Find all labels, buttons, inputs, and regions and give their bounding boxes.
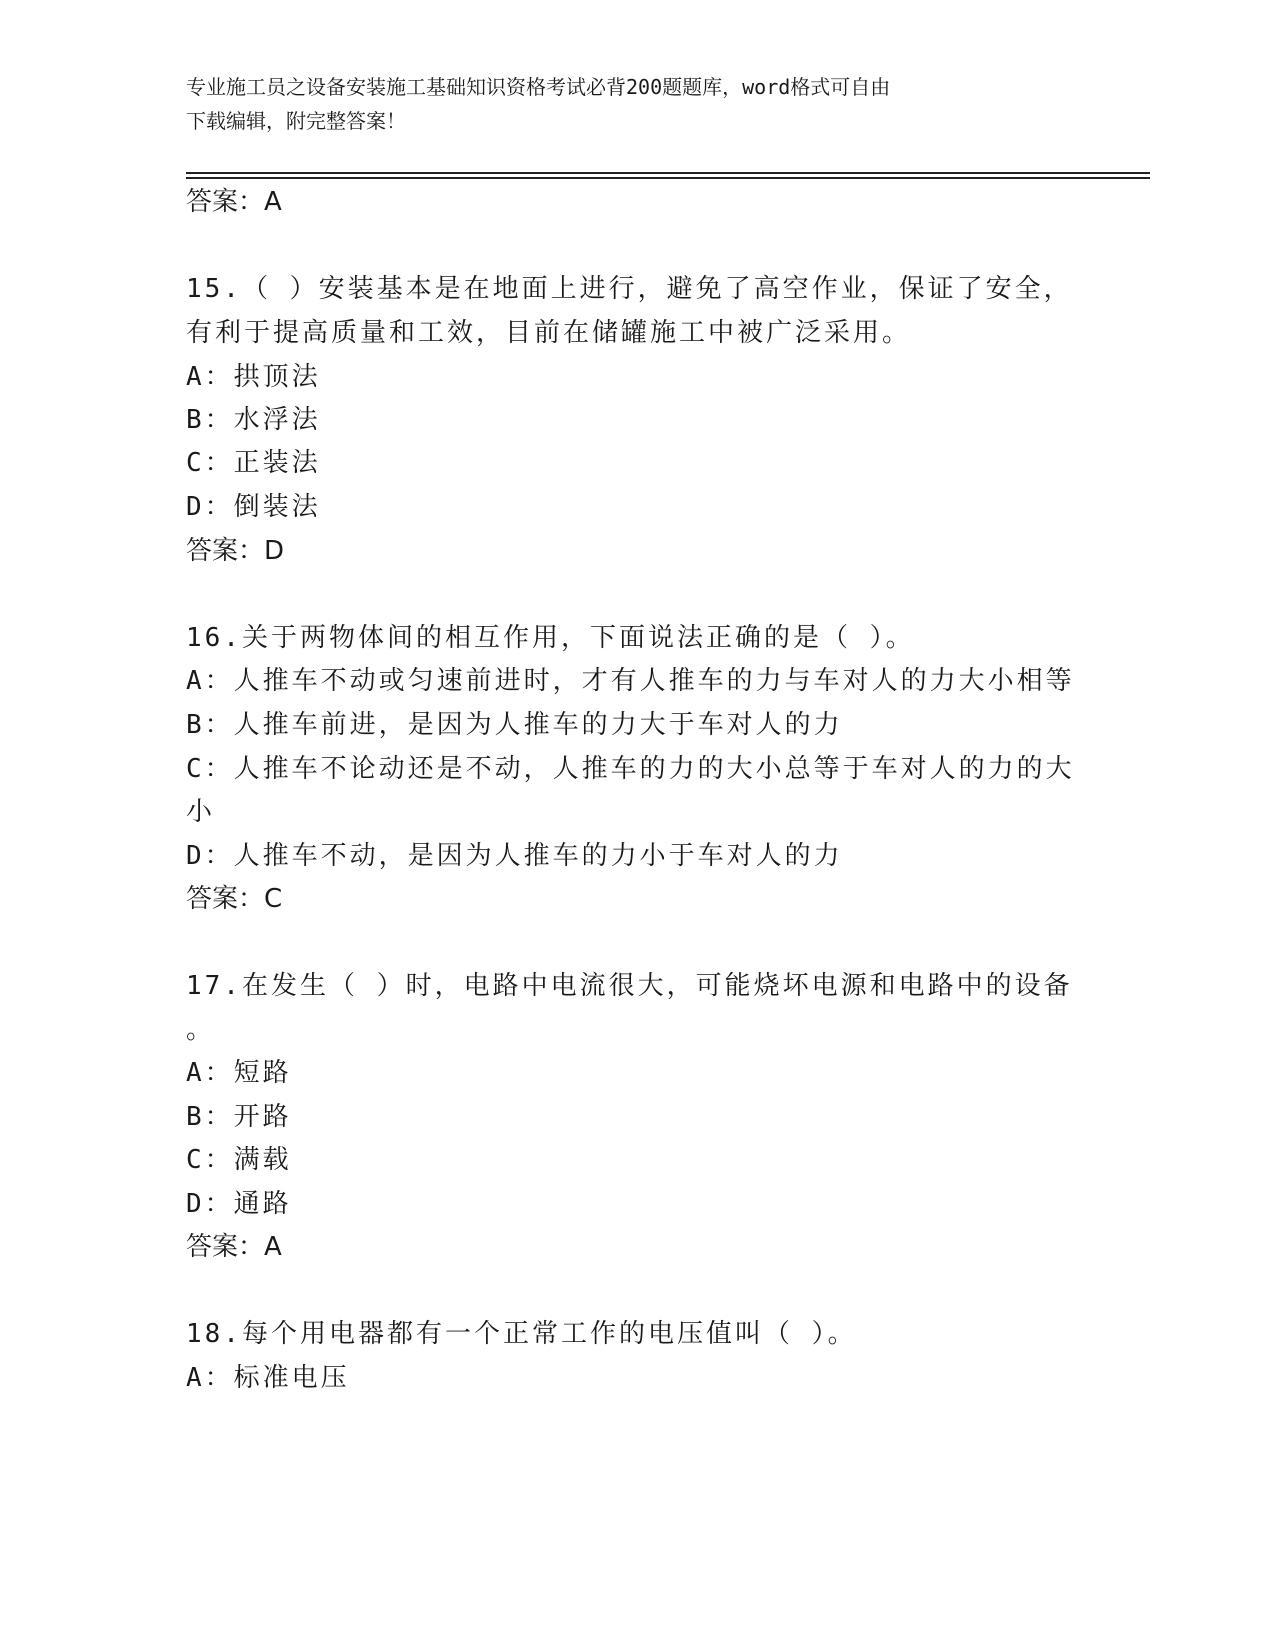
question-15-stem-line-1: 15.（ ）安装基本是在地面上进行，避免了高空作业，保证了安全， [186, 274, 1073, 304]
question-18-stem-line-1: 18.每个用电器都有一个正常工作的电压值叫（ ）。 [186, 1319, 857, 1349]
answer-16: 答案：C [186, 884, 283, 914]
header-rule-top [186, 172, 1150, 174]
question-17-stem-line-1: 17.在发生（ ）时，电路中电流很大，可能烧坏电源和电路中的设备 [186, 971, 1073, 1001]
question-15-option-a: A：拱顶法 [186, 362, 321, 392]
question-16-option-c-line-2: 小 [186, 797, 216, 827]
answer-15: 答案：D [186, 536, 285, 566]
header-title-line-1: 专业施工员之设备安装施工基础知识资格考试必背200题题库，word格式可自由 [186, 75, 891, 99]
question-17-stem-line-2: 。 [186, 1015, 216, 1045]
question-15-option-d: D：倒装法 [186, 492, 321, 522]
answer-17: 答案：A [186, 1232, 282, 1262]
question-15-stem-line-2: 有利于提高质量和工效，目前在储罐施工中被广泛采用。 [186, 318, 912, 348]
question-17-option-d: D：通路 [186, 1189, 292, 1219]
question-16-option-d: D：人推车不动，是因为人推车的力小于车对人的力 [186, 841, 843, 871]
question-16-option-a: A：人推车不动或匀速前进时，才有人推车的力与车对人的力大小相等 [186, 666, 1075, 696]
question-16-stem-line-1: 16.关于两物体间的相互作用，下面说法正确的是（ ）。 [186, 623, 915, 653]
header-rule-bottom [186, 177, 1150, 179]
question-17-option-a: A：短路 [186, 1058, 292, 1088]
header-title-line-2: 下载编辑，附完整答案！ [186, 109, 406, 133]
question-17-option-b: B：开路 [186, 1102, 292, 1132]
question-15-option-b: B：水浮法 [186, 405, 321, 435]
question-17-option-c: C：满载 [186, 1145, 292, 1175]
question-16-option-c-line-1: C：人推车不论动还是不动，人推车的力的大小总等于车对人的力的大 [186, 754, 1075, 784]
question-18-option-a: A：标准电压 [186, 1363, 350, 1393]
question-16-option-b: B：人推车前进，是因为人推车的力大于车对人的力 [186, 710, 843, 740]
question-15-option-c: C：正装法 [186, 448, 321, 478]
answer-14: 答案：A [186, 187, 282, 217]
